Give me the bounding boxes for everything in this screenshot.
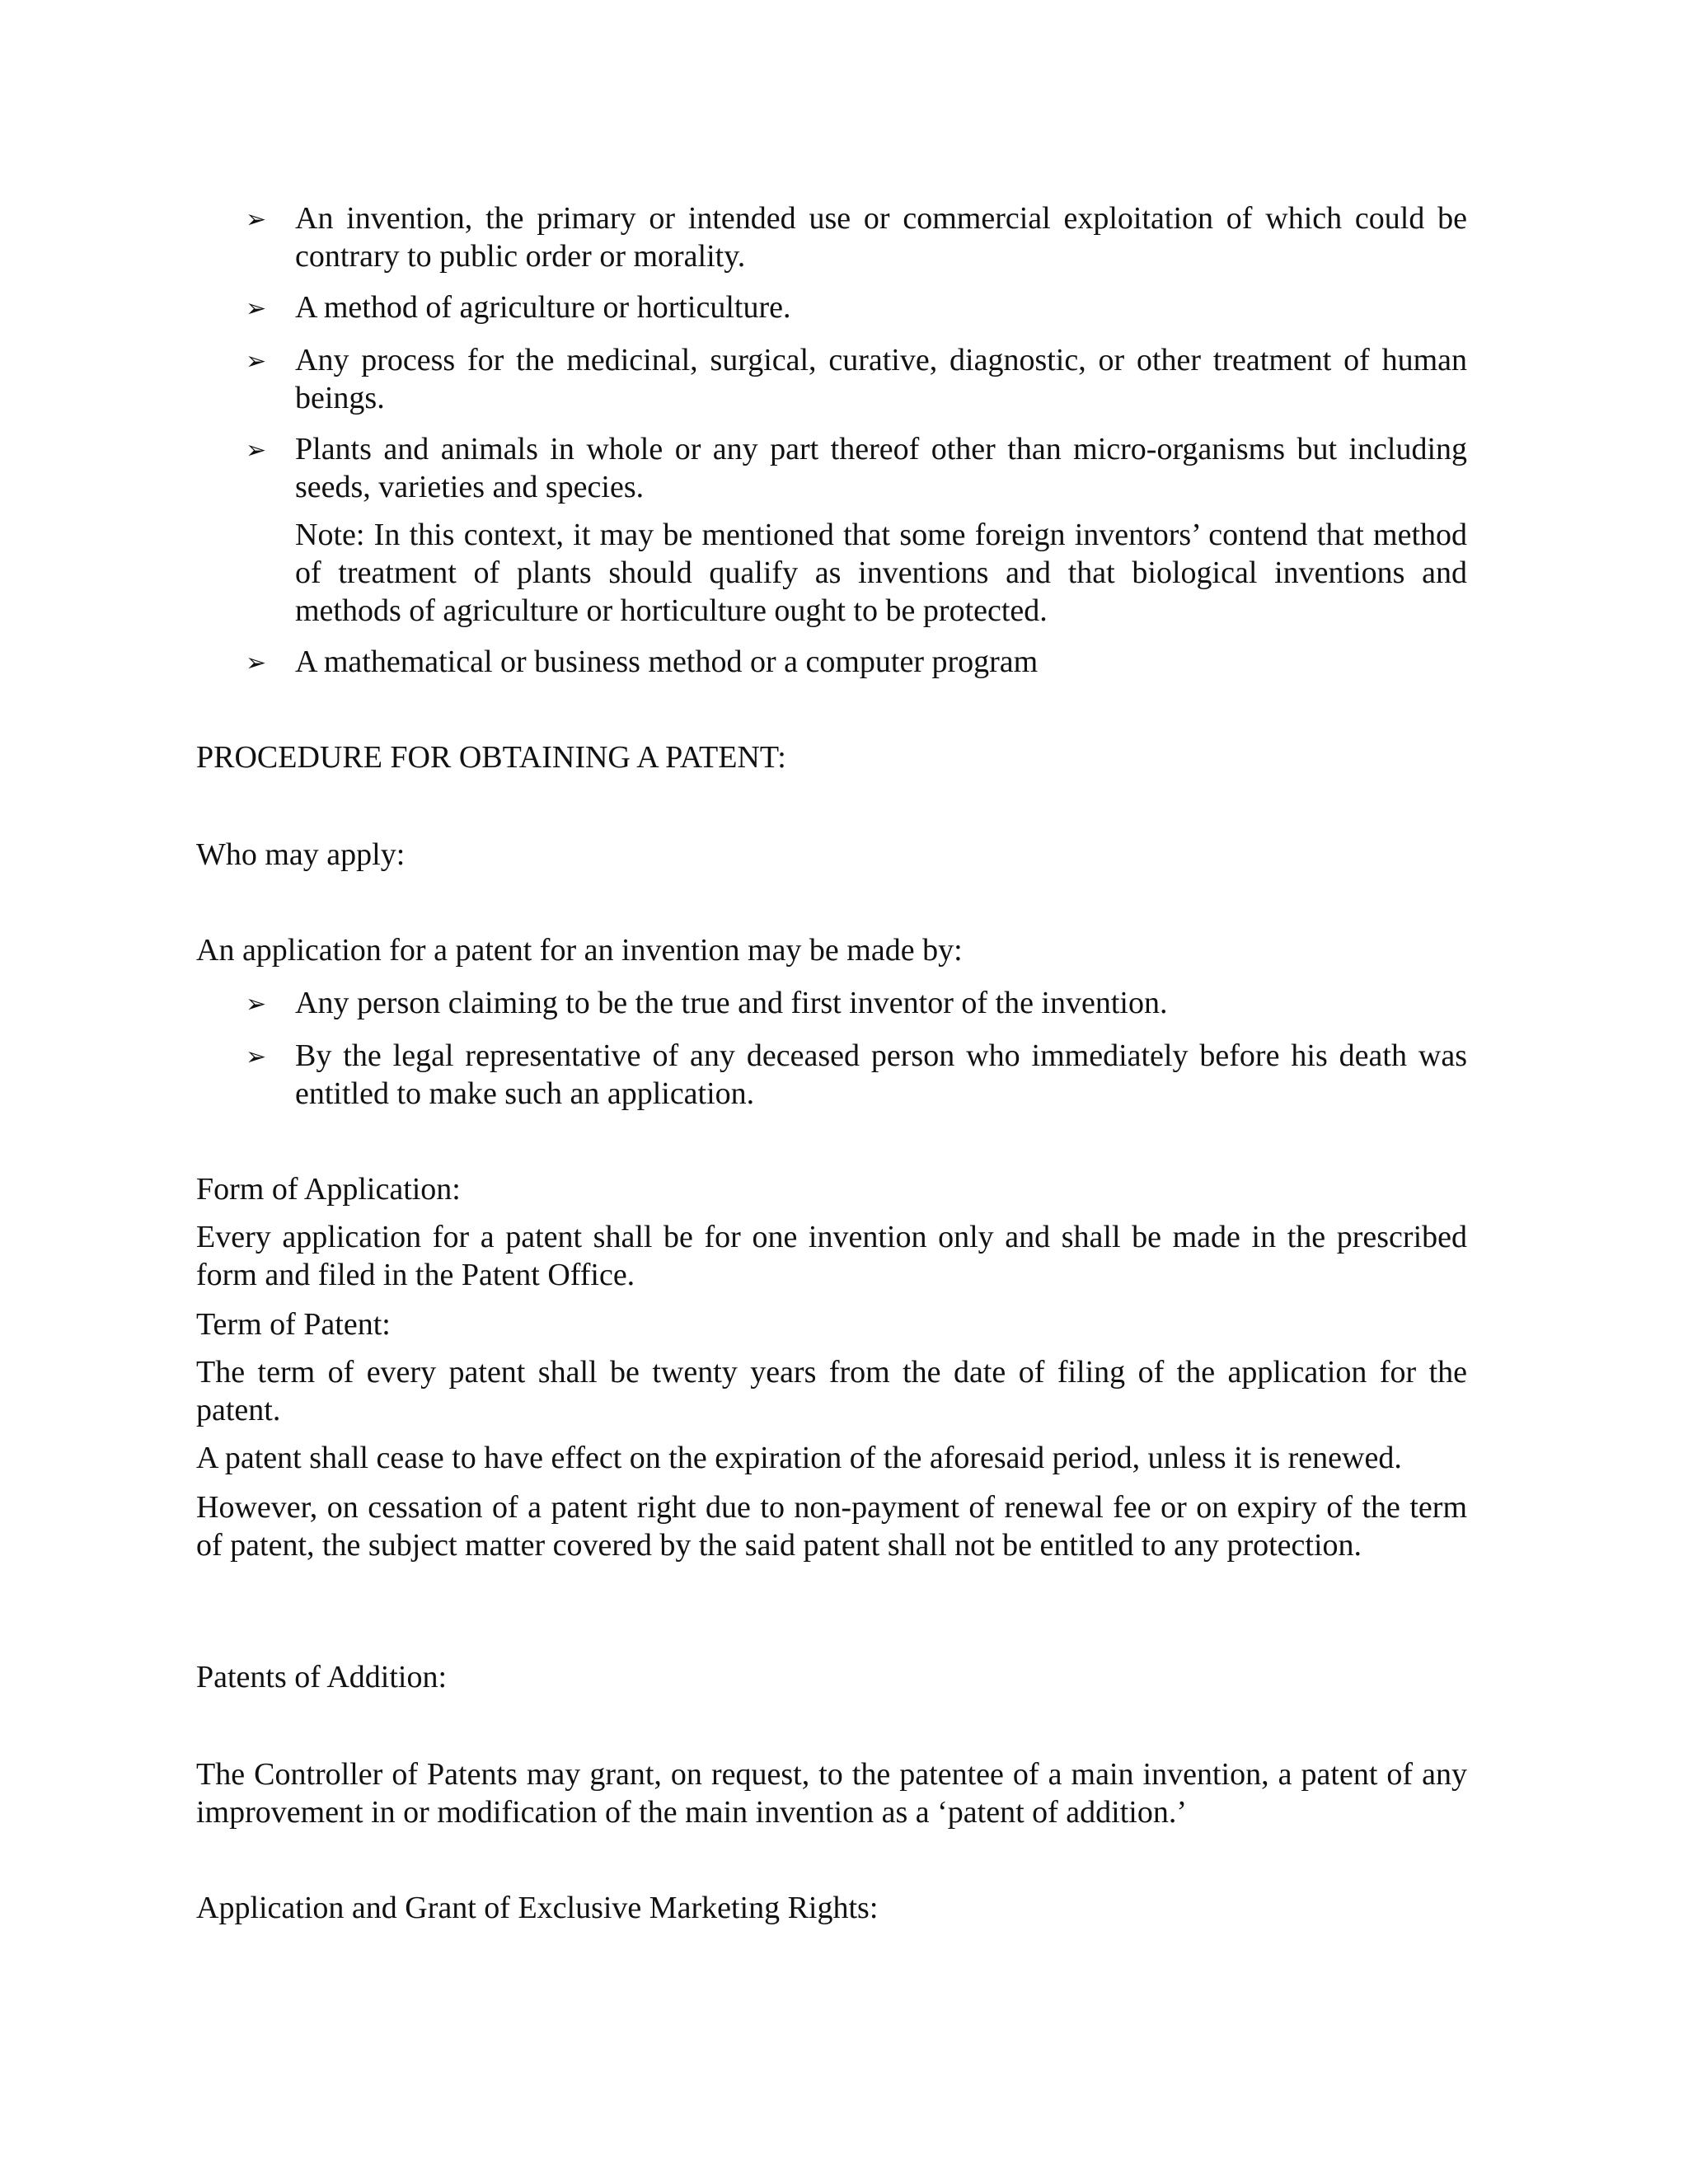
list-item-text: Any process for the medicinal, surgical, curative, diagnostic, or other treatment of human beings. <box>295 343 1467 415</box>
subheading-form-of-application: Form of Application: <box>196 1172 461 1207</box>
list-item-text: A method of agriculture or horticulture. <box>295 290 791 325</box>
arrow-bullet-icon: ➢ <box>246 1043 267 1071</box>
arrow-bullet-icon: ➢ <box>246 436 267 465</box>
subheading-who-may-apply: Who may apply: <box>196 837 406 872</box>
arrow-bullet-icon: ➢ <box>246 205 267 234</box>
list-item <box>246 643 1467 681</box>
term-paragraph: The term of every patent shall be twenty years from the date of filing of the application for the patent. <box>196 1355 1467 1427</box>
list-item <box>246 984 1467 1022</box>
list-item <box>246 1037 1467 1113</box>
list-item <box>246 288 1467 326</box>
list-item-text: An invention, the primary or intended use or commercial exploitation of which could be contrary to public order or morality. <box>295 201 1467 274</box>
note-paragraph: Note: In this context, it may be mentioned that some foreign inventors’ contend that method of treatment of plants should qualify as inventions and that biological inventions and methods of agriculture or horticulture ought to be protected. <box>295 518 1467 628</box>
subheading-patents-of-addition: Patents of Addition: <box>196 1660 447 1694</box>
subheading-term-of-patent: Term of Patent: <box>196 1307 391 1342</box>
form-paragraph: Every application for a patent shall be for one invention only and shall be made in the prescribed form and filed in the Patent Office. <box>196 1220 1467 1292</box>
list-item-text: Any person claiming to be the true and first inventor of the invention. <box>295 986 1168 1020</box>
list-item-text: By the legal representative of any deceased person who immediately before his death was entitled to make such an application. <box>295 1038 1467 1111</box>
term-paragraph: However, on cessation of a patent right due to non-payment of renewal fee or on expiry of the term of patent, the subject matter covered by the said patent shall not be entitled to any protection. <box>196 1490 1467 1563</box>
section-heading-procedure: PROCEDURE FOR OBTAINING A PATENT: <box>196 740 786 775</box>
term-paragraph: A patent shall cease to have effect on the expiration of the aforesaid period, unless it is renewed. <box>196 1441 1402 1475</box>
list-item <box>246 199 1467 275</box>
addition-paragraph: The Controller of Patents may grant, on request, to the patentee of a main invention, a patent of any improvement in or modification of the main invention as a ‘patent of addition.’ <box>196 1757 1467 1830</box>
arrow-bullet-icon: ➢ <box>246 294 267 323</box>
arrow-bullet-icon: ➢ <box>246 990 267 1019</box>
subheading-exclusive-marketing-rights: Application and Grant of Exclusive Marketing Rights: <box>196 1891 879 1925</box>
list-item <box>246 430 1467 506</box>
list-item-text: A mathematical or business method or a computer program <box>295 644 1039 679</box>
application-intro: An application for a patent for an invention may be made by: <box>196 933 963 968</box>
list-item-text: Plants and animals in whole or any part thereof other than micro-organisms but including seeds, varieties and species. <box>295 432 1467 504</box>
list-item <box>246 341 1467 417</box>
arrow-bullet-icon: ➢ <box>246 347 267 376</box>
arrow-bullet-icon: ➢ <box>246 649 267 677</box>
